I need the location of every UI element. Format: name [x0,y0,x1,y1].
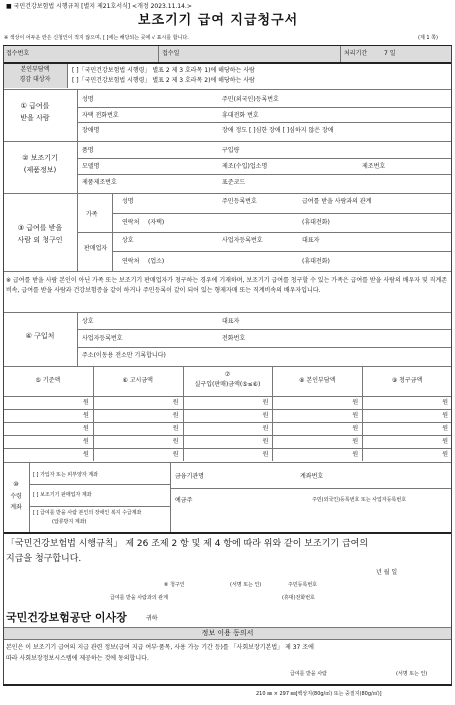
amount-cell[interactable]: 원 [172,451,179,458]
claimant-relation-label[interactable]: 급여를 받을 사람과의 관계 [110,595,168,601]
amount-header-4: ⑧ 본인부담액 [299,377,336,384]
processing-period-value: 7 일 [384,50,396,57]
amount-cell[interactable]: 원 [262,451,269,458]
claimant-signature-label: ⑥ 청구인 [164,582,185,588]
amount-cell[interactable]: 원 [442,412,448,419]
amount-header-2: ⑥ 고시금액 [122,377,153,384]
amount-cell[interactable]: 원 [352,425,359,432]
declaration-date[interactable]: 년 월 일 [376,569,398,576]
recipient-name-label[interactable]: 성명 [82,96,94,103]
consent-signer-label: 급여를 받을 사람 [290,671,327,677]
amount-cell[interactable]: 원 [262,425,269,432]
consent-text-2: 따라 사회보장정보시스템에 제공하는 것에 동의합니다. [6,655,149,662]
device-manufacturer-label[interactable]: 제조(수입)업소명 [222,163,268,170]
copay-option-1[interactable]: [ ]「국민건강보험법 시행령」 별표 2 제 3 호라목 1)에 해당하는 사람 [72,67,255,74]
vendor-brn-label[interactable]: 사업자등록번호 [222,237,263,244]
device-quantity-label[interactable]: 구입량 [222,147,240,154]
processing-period-label: 처리기간 [344,50,368,57]
amount-cell[interactable]: 원 [442,438,448,445]
recipient-rrn-label[interactable]: 주민(외국인)등록번호 [222,96,279,103]
family-contact-label: 연락처 [122,219,140,226]
amount-cell[interactable]: 원 [442,425,448,432]
device-product-no-label[interactable]: 제품제조번호 [82,179,117,186]
claimant-phone-label[interactable]: (휴대)전화번호 [282,595,315,601]
account-option-protected-note: (압류방지 계좌) [52,519,87,525]
device-mfg-no-label[interactable]: 제조번호 [362,163,386,170]
family-name-label[interactable]: 성명 [122,198,134,205]
vendor-label: 판매업자 [84,245,108,252]
amount-cell[interactable]: 원 [352,399,359,406]
account-option-insured[interactable]: [ ] 가입자 또는 피부양자 계좌 [33,472,98,478]
instructions: ※ 색상이 어두운 란은 신청인이 적지 않으며, [ ]에는 해당되는 곳에 √ 표시를 합니다. [4,35,189,41]
amount-cell[interactable]: 원 [83,425,89,432]
vendor-rep-label[interactable]: 대표자 [302,237,320,244]
copay-label-2: 경감 대상자 [19,76,51,83]
amount-cell[interactable]: 원 [442,399,448,406]
vendor-office-phone[interactable]: (업소) [148,258,165,265]
amount-cell[interactable]: 원 [352,412,359,419]
consent-sign-field[interactable]: (서명 또는 인) [396,671,428,677]
amount-header-3: 실구입(판매)금액(⑤≤⑥) [194,381,261,388]
account-holder-id-label[interactable]: 주민(외국인)등록번호 또는 사업자등록번호 [312,497,407,503]
family-home-phone[interactable]: (자택) [148,219,165,226]
amount-cell[interactable]: 원 [262,412,269,419]
amount-cell[interactable]: 원 [172,438,179,445]
addressee-name: 국민건강보험공단 이사장 [6,611,127,624]
device-item-name-label[interactable]: 품명 [82,147,94,154]
consent-title: 정보 이용 동의서 [201,629,254,637]
amount-cell[interactable]: 원 [262,438,269,445]
recipient-disability-label[interactable]: 장애명 [82,127,100,134]
device-label-2: (제품정보) [23,166,57,174]
amount-cell[interactable]: 원 [262,399,269,406]
purchase-brn-label[interactable]: 사업자등록번호 [82,335,123,342]
device-standard-code-label[interactable]: 표준코드 [222,179,246,186]
receipt-number-label: 접수번호 [6,50,30,57]
declaration-text-1: 「국민건강보험법 시행규칙」 제 26 조제 2 항 및 제 4 항에 따라 위와 같이 보조기기 급여의 [6,539,369,549]
amount-cell[interactable]: 원 [172,399,179,406]
family-rrn-label[interactable]: 주민등록번호 [222,198,257,205]
addressee-suffix: 귀하 [146,615,158,622]
device-model-label[interactable]: 모델명 [82,163,100,170]
amount-cell[interactable]: 원 [83,451,89,458]
family-relation-label[interactable]: 급여를 받을 사람과의 관계 [302,198,372,205]
bank-name-label[interactable]: 금융기관명 [175,473,204,480]
account-option-vendor[interactable]: [ ] 보조기기 판매업자 계좌 [33,492,92,498]
family-label: 가족 [86,211,98,218]
account-number-label[interactable]: 계좌번호 [300,473,324,480]
account-option-protected[interactable]: [ ] 급여를 받을 사람 본인의 장애인 복지 수급계좌 [33,510,142,516]
declaration-text-2: 지급을 청구합니다. [6,554,82,564]
paper-spec-footer: 210 ㎜ × 297 ㎜[백상지(80g/㎡) 또는 중질지(80g/㎡)] [256,691,382,697]
claimant-label: ③ 급여를 받을 [17,224,63,232]
purchase-phone-label[interactable]: 전화번호 [222,335,246,342]
claimant-label-2: 사람 외 청구인 [17,236,63,244]
amount-header-5: ⑨ 청구금액 [391,377,423,384]
recipient-label: ① 급여를 [20,102,50,110]
amount-cell[interactable]: 원 [83,412,89,419]
claimant-sign-field[interactable]: (서명 또는 인) [230,582,262,588]
vendor-name-label[interactable]: 상호 [122,237,134,244]
recipient-mobile-label[interactable]: 휴대전화 번호 [222,112,259,119]
copay-option-2[interactable]: [ ]「국민건강보험법 시행령」 별표 2 제 3 호라목 2)에 해당하는 사람 [72,77,255,84]
receipt-date-label: 접수일 [162,50,180,57]
purchase-place-label: ④ 구입처 [25,332,55,340]
family-mobile-phone[interactable]: (휴대전화) [302,219,330,226]
copay-label: 본인부담액 [20,66,50,73]
page-number: (제 1 쪽) [418,35,438,41]
recipient-home-phone-label[interactable]: 자택 전화번호 [82,112,119,119]
amount-header-1: ⑤ 기준액 [35,377,61,384]
amount-cell[interactable]: 원 [83,399,89,406]
amount-cell[interactable]: 원 [83,438,89,445]
purchase-name-label[interactable]: 상호 [82,318,94,325]
purchase-rep-label[interactable]: 대표자 [222,318,240,325]
form-title: 보조기기 급여 지급청구서 [138,13,299,28]
consent-text-1: 본인은 이 보조기기 급여의 지급 관련 정보(급여 지급 여부·품목, 사용 가능 기간 등)를 「사회보장기본법」 제 37 조에 [6,644,314,651]
vendor-mobile-phone[interactable]: (휴대전화) [302,258,330,265]
amount-cell[interactable]: 원 [352,451,359,458]
form-reference: ■ 국민건강보험법 시행규칙 [별지 제21호서식] <개정 2023.11.14.> [6,3,192,10]
device-label: ② 보조기기 [22,154,58,162]
recipient-label-2: 받을 사람 [20,114,50,122]
account-label-2: 수령 [10,493,22,500]
vendor-contact-label: 연락처 [122,258,140,265]
claimant-rrn-label[interactable]: 주민등록번호 [288,582,317,588]
amount-cell[interactable]: 원 [352,438,359,445]
account-label-3: 계좌 [10,504,22,511]
claimant-note: ※ 급여를 받을 사람 본인이 아닌 가족 또는 보조기기 판매업자가 청구하는 경우에 기재하며, 보조기기 급여를 청구할 수 있는 가족은 급여를 받을 사람의 배우자 및 직계존비속, 급여를 받을 사람과 건강보험증을 같이 하거나 주민등록이 같이 되어 있는 형제자매 또는 직계비속의 배우자입니다. [6,277,448,294]
amount-cell[interactable]: 원 [442,451,448,458]
account-label: ⑩ [13,481,19,488]
amount-header-3: ⑦ [224,371,231,378]
recipient-disability-degree[interactable]: 장애 정도 [ ]심한 장애 [ ]심하지 않은 장애 [222,127,334,134]
amount-cell[interactable]: 원 [172,412,179,419]
purchase-address-label[interactable]: 주소(이동용 전소만 기록합니다) [82,352,166,359]
account-holder-label[interactable]: 예금주 [175,497,193,504]
amount-cell[interactable]: 원 [172,425,179,432]
